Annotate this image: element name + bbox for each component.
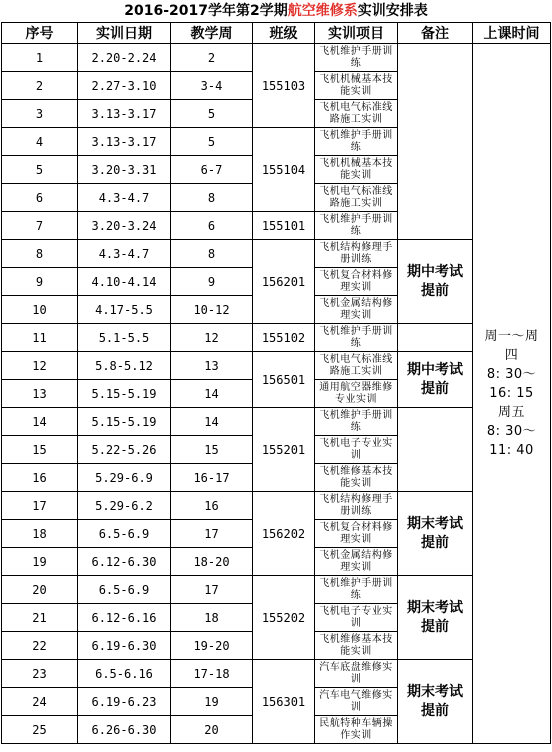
cell-project: 飞机电气标准线路施工实训: [315, 100, 398, 128]
cell-class: 155101: [253, 212, 315, 240]
cell-project: 飞机维修基本技能实训: [315, 632, 398, 660]
table-row: [2, 240, 551, 268]
table-row: [2, 324, 551, 352]
cell-project: 飞机复合材料修理实训: [315, 520, 398, 548]
cell-note: [398, 44, 473, 240]
cell-week: 5: [171, 128, 253, 156]
cell-date: 5.29-6.9: [78, 464, 171, 492]
cell-date: 3.20-3.24: [78, 212, 171, 240]
cell-date: 3.20-3.31: [78, 156, 171, 184]
cell-date: 4.3-4.7: [78, 240, 171, 268]
cell-project: 飞机维护手册训练: [315, 324, 398, 352]
cell-week: 18-20: [171, 548, 253, 576]
table-row: [2, 492, 551, 520]
cell-date: 3.13-3.17: [78, 128, 171, 156]
cell-date: 4.17-5.5: [78, 296, 171, 324]
note-line: 提前: [421, 618, 449, 635]
schedule-time-line: 11: 40: [489, 443, 534, 458]
cell-index: 25: [2, 716, 78, 744]
cell-note: [398, 352, 473, 408]
cell-index: 10: [2, 296, 78, 324]
header-class: 班级: [253, 23, 315, 44]
cell-week: 2: [171, 44, 253, 72]
cell-index: 11: [2, 324, 78, 352]
cell-class: 155104: [253, 128, 315, 212]
cell-note: [398, 408, 473, 492]
cell-week: 17: [171, 520, 253, 548]
cell-project: 飞机电子专业实训: [315, 604, 398, 632]
cell-week: 14: [171, 408, 253, 436]
cell-index: 17: [2, 492, 78, 520]
cell-project: 飞机维护手册训练: [315, 576, 398, 604]
cell-week: 16-17: [171, 464, 253, 492]
title-department: 航空维修系: [287, 3, 358, 19]
header-index: 序号: [2, 23, 78, 44]
note-line: 期中考试: [407, 361, 463, 378]
cell-class: 155103: [253, 44, 315, 128]
note-line: 提前: [421, 282, 449, 299]
header-date: 实训日期: [78, 23, 171, 44]
cell-date: 6.19-6.23: [78, 688, 171, 716]
cell-note: [398, 240, 473, 324]
cell-date: 6.5-6.9: [78, 576, 171, 604]
note-line: 提前: [421, 702, 449, 719]
cell-date: 4.10-4.14: [78, 268, 171, 296]
cell-project: 汽车底盘维修实训: [315, 660, 398, 688]
cell-class: 156201: [253, 240, 315, 324]
cell-week: 16: [171, 492, 253, 520]
table-row: [2, 352, 551, 380]
cell-project: 飞机机械基本技能实训: [315, 156, 398, 184]
cell-date: 6.12-6.16: [78, 604, 171, 632]
cell-index: 2: [2, 72, 78, 100]
header-time: 上课时间: [473, 23, 551, 44]
cell-index: 7: [2, 212, 78, 240]
note-line: 期中考试: [407, 263, 463, 280]
header-note: 备注: [398, 23, 473, 44]
cell-index: 13: [2, 380, 78, 408]
cell-index: 3: [2, 100, 78, 128]
cell-week: 8: [171, 184, 253, 212]
cell-date: 6.12-6.30: [78, 548, 171, 576]
cell-project: 飞机复合材料修理实训: [315, 268, 398, 296]
cell-project: 飞机电气标准线路施工实训: [315, 352, 398, 380]
table-row: [2, 44, 551, 72]
cell-project: 通用航空器维修专业实训: [315, 380, 398, 408]
title-suffix: 实训安排表: [357, 3, 428, 19]
note-line: 提前: [421, 380, 449, 397]
header-week: 教学周: [171, 23, 253, 44]
cell-date: 2.27-3.10: [78, 72, 171, 100]
schedule-time-line: 8: 30～: [486, 424, 537, 439]
cell-week: 3-4: [171, 72, 253, 100]
cell-date: 5.1-5.5: [78, 324, 171, 352]
cell-week: 13: [171, 352, 253, 380]
cell-project: 飞机金属结构修理实训: [315, 296, 398, 324]
cell-week: 19: [171, 688, 253, 716]
note-line: 提前: [421, 534, 449, 551]
cell-project: 飞机维护手册训练: [315, 44, 398, 72]
cell-index: 15: [2, 436, 78, 464]
schedule-time-line: 四: [504, 348, 519, 363]
cell-class: 156501: [253, 352, 315, 408]
cell-project: 飞机电气标准线路施工实训: [315, 184, 398, 212]
cell-date: 6.5-6.16: [78, 660, 171, 688]
cell-index: 12: [2, 352, 78, 380]
cell-project: 飞机维护手册训练: [315, 212, 398, 240]
cell-date: 2.20-2.24: [78, 44, 171, 72]
cell-index: 20: [2, 576, 78, 604]
note-line: 期末考试: [407, 515, 463, 532]
cell-index: 22: [2, 632, 78, 660]
cell-index: 5: [2, 156, 78, 184]
schedule-time-line: 周一～周: [484, 329, 539, 344]
cell-note: [398, 660, 473, 744]
cell-week: 6: [171, 212, 253, 240]
header-row: [2, 23, 551, 44]
cell-date: 5.29-6.2: [78, 492, 171, 520]
cell-project: 飞机维护手册训练: [315, 128, 398, 156]
schedule-time-line: 8: 30～: [486, 367, 537, 382]
note-line: 期末考试: [407, 683, 463, 700]
table-row: [2, 660, 551, 688]
cell-date: 4.3-4.7: [78, 184, 171, 212]
cell-week: 15: [171, 436, 253, 464]
cell-week: 8: [171, 240, 253, 268]
cell-index: 6: [2, 184, 78, 212]
cell-week: 6-7: [171, 156, 253, 184]
cell-class: 155202: [253, 576, 315, 660]
cell-date: 5.15-5.19: [78, 380, 171, 408]
cell-week: 19-20: [171, 632, 253, 660]
cell-index: 14: [2, 408, 78, 436]
cell-note: [398, 576, 473, 660]
cell-project: 飞机结构修理手册训练: [315, 492, 398, 520]
cell-schedule-time: [473, 44, 551, 744]
cell-week: 10-12: [171, 296, 253, 324]
cell-note: [398, 492, 473, 576]
cell-index: 21: [2, 604, 78, 632]
cell-week: 12: [171, 324, 253, 352]
table-row: [2, 576, 551, 604]
training-schedule-table: [1, 22, 551, 744]
note-line: 期末考试: [407, 599, 463, 616]
cell-class: 155102: [253, 324, 315, 352]
cell-week: 5: [171, 100, 253, 128]
cell-project: 飞机金属结构修理实训: [315, 548, 398, 576]
table-body: [2, 44, 551, 744]
cell-week: 20: [171, 716, 253, 744]
table-row: [2, 408, 551, 436]
cell-date: 5.15-5.19: [78, 408, 171, 436]
cell-index: 18: [2, 520, 78, 548]
cell-week: 17-18: [171, 660, 253, 688]
cell-index: 1: [2, 44, 78, 72]
cell-date: 6.19-6.30: [78, 632, 171, 660]
cell-date: 3.13-3.17: [78, 100, 171, 128]
title-prefix: 2016-2017学年第2学期: [124, 3, 288, 19]
cell-project: 飞机结构修理手册训练: [315, 240, 398, 268]
cell-date: 6.26-6.30: [78, 716, 171, 744]
cell-project: 民航特种车辆操作实训: [315, 716, 398, 744]
cell-index: 19: [2, 548, 78, 576]
cell-class: 155201: [253, 408, 315, 492]
cell-project: 汽车电气维修实训: [315, 688, 398, 716]
cell-project: 飞机机械基本技能实训: [315, 72, 398, 100]
page-title: [0, 0, 552, 22]
cell-week: 17: [171, 576, 253, 604]
cell-week: 9: [171, 268, 253, 296]
cell-index: 9: [2, 268, 78, 296]
cell-index: 8: [2, 240, 78, 268]
cell-note: [398, 324, 473, 352]
cell-index: 16: [2, 464, 78, 492]
cell-project: 飞机维护手册训练: [315, 408, 398, 436]
cell-project: 飞机维修基本技能实训: [315, 464, 398, 492]
schedule-time-line: 周五: [497, 405, 525, 420]
header-project: 实训项目: [315, 23, 398, 44]
cell-class: 156202: [253, 492, 315, 576]
cell-date: 5.8-5.12: [78, 352, 171, 380]
cell-class: 156301: [253, 660, 315, 744]
cell-week: 14: [171, 380, 253, 408]
cell-week: 18: [171, 604, 253, 632]
schedule-time-line: 16: 15: [489, 386, 534, 401]
cell-index: 24: [2, 688, 78, 716]
cell-date: 5.22-5.26: [78, 436, 171, 464]
cell-index: 23: [2, 660, 78, 688]
cell-project: 飞机电子专业实训: [315, 436, 398, 464]
cell-date: 6.5-6.9: [78, 520, 171, 548]
cell-index: 4: [2, 128, 78, 156]
